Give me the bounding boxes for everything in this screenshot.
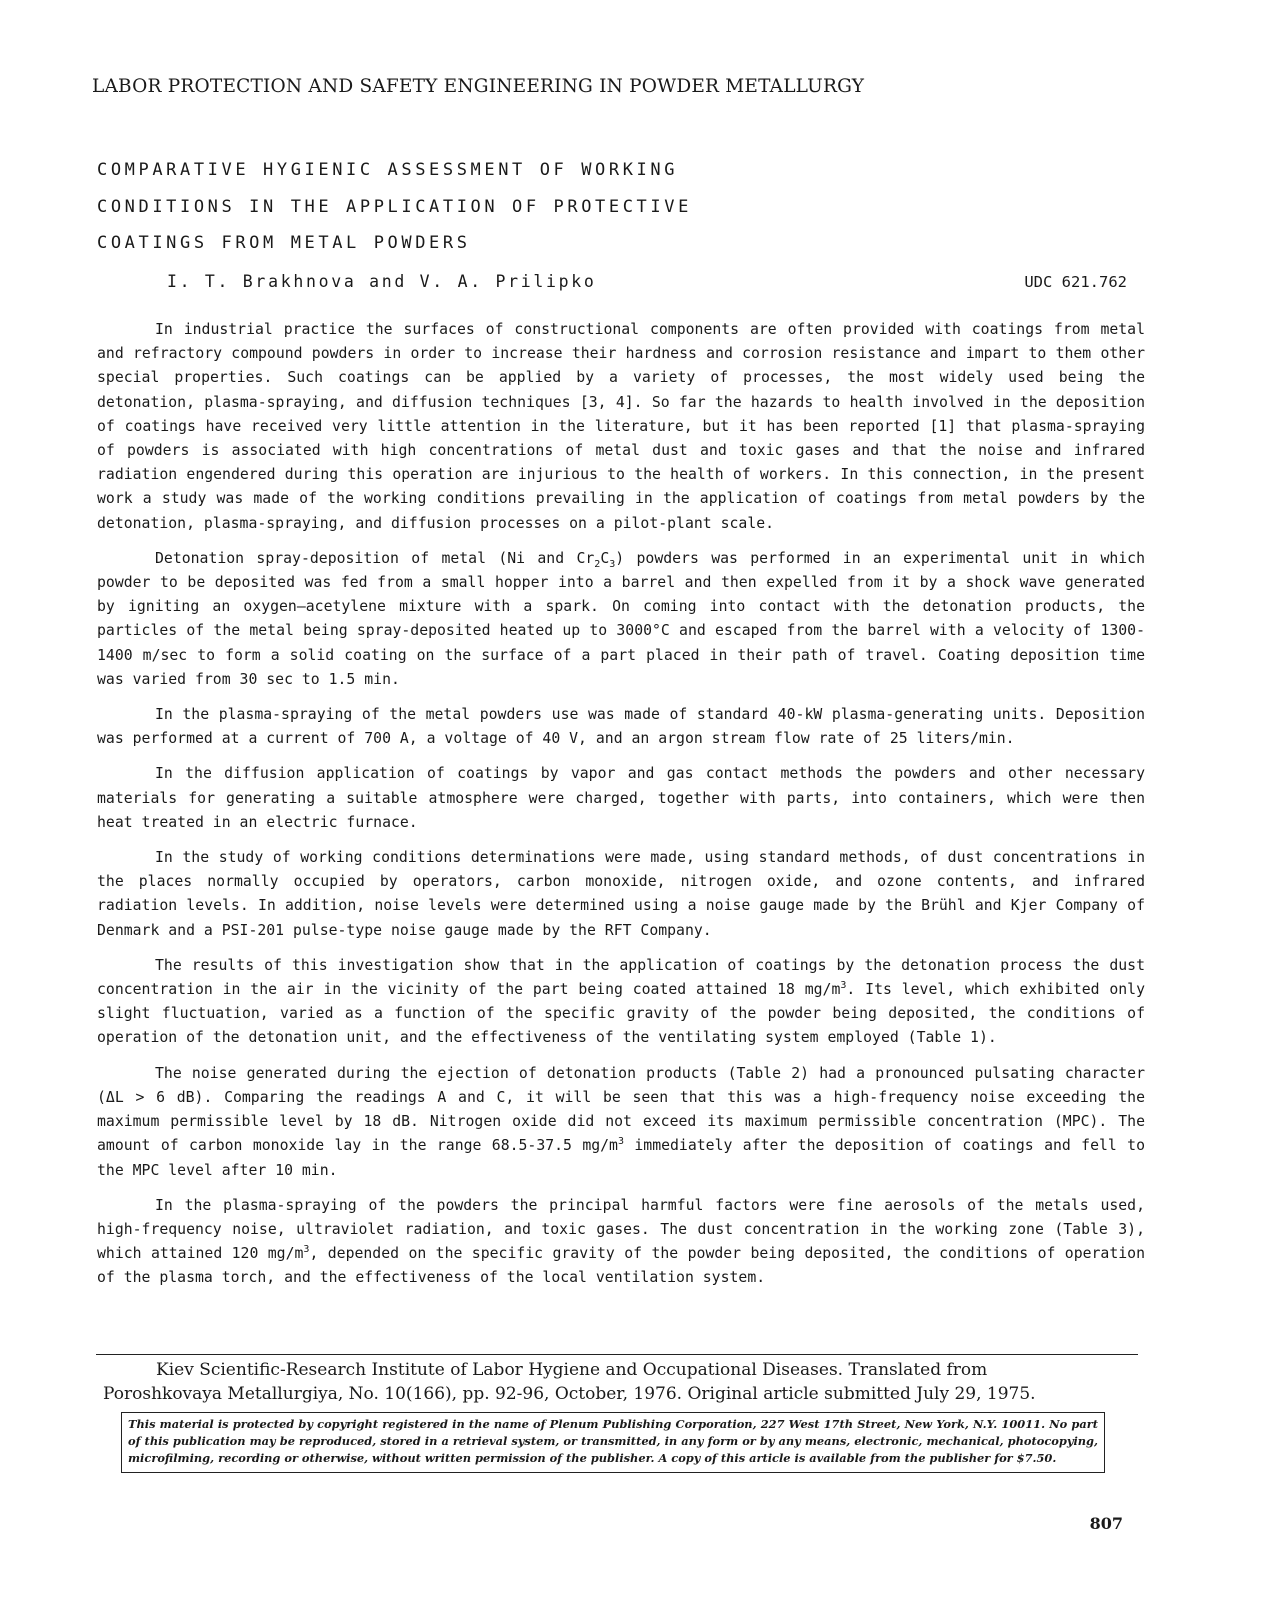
title-line: COMPARATIVE HYGIENIC ASSESSMENT OF WORKING — [97, 160, 679, 180]
copyright-notice: This material is protected by copyright registered in the name of Plenum Publishing Corporation, 227 West 17th Street, New York, N.Y. 10011. No part of this publication may be reproduced, stored in a retrieval system, or transmitted, in any form or by any means, electronic, mechanical, photocopying, microfilming, recording or otherwise, without written permission of the publisher. A copy of this article is available from the publisher for $7.50. — [121, 1412, 1105, 1473]
authors: I. T. Brakhnova and V. A. Prilipko — [167, 272, 597, 291]
paragraph: In industrial practice the surfaces of constructional components are often provided with coatings from metal and refractory compound powders in order to increase their hardness and corrosion resistance and impart to them other special properties. Such coatings can be applied by a variety of processes, the most widely used being the detonation, plasma-spraying, and diffusion techniques [3, 4]. So far the hazards to health involved in the deposition of coatings have received very little attention in the literature, but it has been reported [1] that plasma-spraying of powders is associated with high concentrations of metal dust and toxic gases and that the noise and infrared radiation engendered during this operation are injurious to the health of workers. In this connection, in the present work a study was made of the working conditions prevailing in the application of coatings from metal powders by the detonation, plasma-spraying, and diffusion processes on a pilot-plant scale. — [97, 321, 1145, 532]
section-heading: LABOR PROTECTION AND SAFETY ENGINEERING IN POWDER METALLURGY — [92, 76, 865, 97]
paragraph: In the plasma-spraying of the powders the principal harmful factors were fine aerosols of the metals used, high-frequency noise, ultraviolet radiation, and toxic gases. The dust concentration in the working zone (Table 3), which attained 120 $mg/m^3$, depended on the specific gravity of the powder being deposited, the conditions of operation of the plasma torch, and the effectiveness of the local ventilation system. — [97, 1196, 1145, 1287]
footnote — [103, 1358, 1143, 1406]
page-number: 807 — [1089, 1514, 1123, 1533]
paragraph: In the diffusion application of coatings by vapor and gas contact methods the powders and other necessary materials for generating a suitable atmosphere were charged, together with parts, into containers, which were then heat treated in an electric furnace. — [97, 765, 1145, 831]
article-body — [97, 318, 1145, 1302]
udc-code: UDC 621.762 — [1024, 273, 1127, 291]
paragraph: The results of this investigation show that in the application of coatings by the detonation process the dust concentration in the air in the vicinity of the part being coated attained 18 $mg/m^3$. Its level, which exhibited only slight fluctuation, varied as a function of the specific gravity of the powder being deposited, the conditions of operation of the detonation unit, and the effectiveness of the ventilating system employed (Table 1). — [97, 956, 1146, 1047]
title-line: CONDITIONS IN THE APPLICATION OF PROTECTIVE — [97, 196, 692, 217]
title-line: COATINGS FROM METAL POWDERS — [97, 233, 471, 253]
paragraph: Detonation spray-deposition of metal (Ni and $Cr_2C_3$) powders was performed in an experimental unit in which powder to be deposited was fed from a small hopper into a barrel and then expelled from it by a shock wave generated by igniting an oxygen–acetylene mixture with a spark. On coming into contact with the detonation products, the particles of the metal being spray-deposited heated up to 3000°C and escaped from the barrel with a velocity of 1300-1400 m/sec to form a solid coating on the surface of a part placed in their path of travel. Coating deposition time was varied from 30 sec to 1.5 min. — [97, 549, 1146, 688]
article-title — [97, 152, 692, 262]
footnote-divider — [96, 1354, 1138, 1355]
footnote-line: Poroshkovaya Metallurgiya, No. 10(166), pp. 92-96, October, 1976. Original article submitted July 29, 1975. — [103, 1384, 1036, 1404]
paragraph: In the plasma-spraying of the metal powders use was made of standard 40-kW plasma-generating units. Deposition was performed at a current of 700 A, a voltage of 40 V, and an argon stream flow rate of 25 liters/min. — [97, 706, 1145, 748]
paragraph: The noise generated during the ejection of detonation products (Table 2) had a pronounced pulsating character (ΔL > 6 dB). Comparing the readings A and C, it will be seen that this was a high-frequency noise exceeding the maximum permissible level by 18 dB. Nitrogen oxide did not exceed its maximum permissible concentration (MPC). The amount of carbon monoxide lay in the range 68.5-37.5 $mg/m^3$ immediately after the deposition of coatings and fell to the MPC level after 10 min. — [97, 1064, 1145, 1179]
footnote-line: Kiev Scientific-Research Institute of Labor Hygiene and Occupational Diseases. Translated from — [156, 1360, 988, 1380]
paragraph: In the study of working conditions determinations were made, using standard methods, of dust concentrations in the places normally occupied by operators, carbon monoxide, nitrogen oxide, and ozone contents, and infrared radiation levels. In addition, noise levels were determined using a noise gauge made by the Brühl and Kjer Company of Denmark and a PSI-201 pulse-type noise gauge made by the RFT Company. — [97, 849, 1145, 939]
